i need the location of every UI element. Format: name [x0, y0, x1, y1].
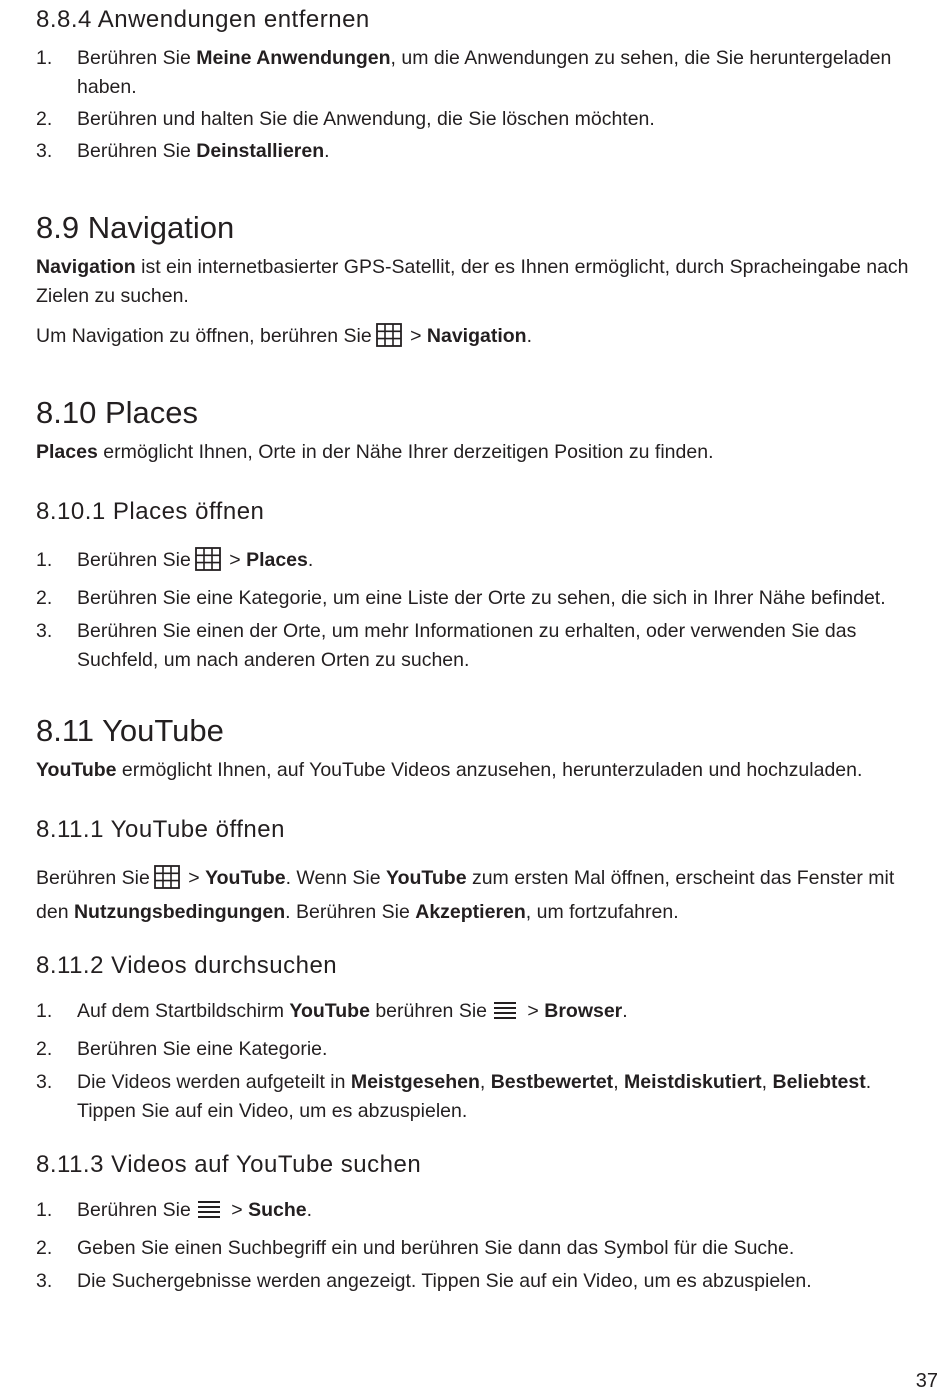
- list-item: [36, 617, 916, 675]
- bold-term: YouTube: [36, 759, 117, 781]
- section-heading-8-10: 8.10 Places: [36, 395, 198, 430]
- text: , um die Anwendungen zu sehen, die Sie heruntergeladen haben.: [77, 47, 892, 98]
- bold-term: Beliebtest: [772, 1071, 866, 1093]
- text: . Berühren Sie: [285, 901, 416, 923]
- section-heading-8-10-1: 8.10.1 Places öffnen: [36, 498, 265, 525]
- text: Berühren Sie: [77, 1199, 191, 1221]
- text: ermöglicht Ihnen, Orte in der Nähe Ihrer derzeitigen Position zu finden.: [97, 441, 714, 463]
- list-number: 2.: [36, 587, 53, 609]
- list-8-11-3: [36, 1196, 916, 1296]
- app-grid-icon: [195, 547, 221, 580]
- list-item: [36, 584, 916, 613]
- bold-term: Akzeptieren: [415, 901, 526, 923]
- list-item: [36, 1035, 916, 1064]
- text: .: [306, 1199, 313, 1221]
- list-number: 3.: [36, 1071, 53, 1093]
- text: ist ein internetbasierter GPS-Satellit, der es Ihnen ermöglicht, durch Spracheingabe nach Zielen zu suchen.: [36, 256, 909, 307]
- bold-term: YouTube: [386, 867, 467, 889]
- bold-term: Bestbewertet: [490, 1071, 614, 1093]
- text: .: [526, 325, 533, 347]
- page-number: 37: [915, 1370, 938, 1392]
- bold-term: Navigation: [426, 325, 527, 347]
- bold-term: Navigation: [36, 256, 136, 278]
- bold-term: Places: [246, 549, 308, 571]
- text: >: [223, 549, 247, 571]
- text: ,: [761, 1071, 773, 1093]
- list-item: [36, 1196, 916, 1230]
- text: Berühren Sie eine Kategorie.: [77, 1038, 328, 1060]
- text: ,: [479, 1071, 491, 1093]
- text: Die Suchergebnisse werden angezeigt. Tippen Sie auf ein Video, um es abzuspielen.: [77, 1270, 812, 1292]
- text: >: [182, 867, 206, 889]
- list-8-8-4: [36, 44, 916, 166]
- text: Berühren Sie: [77, 549, 191, 571]
- list-number: 1.: [36, 1199, 53, 1221]
- list-number: 1.: [36, 47, 53, 69]
- bold-term: Deinstallieren: [196, 140, 325, 162]
- list-8-10-1: [36, 546, 916, 675]
- text: Um Navigation zu öffnen, berühren Sie: [36, 325, 372, 347]
- paragraph: [36, 253, 916, 311]
- section-heading-8-11: 8.11 YouTube: [36, 713, 224, 748]
- list-number: 1.: [36, 549, 53, 571]
- text: Berühren Sie: [77, 140, 197, 162]
- text: Berühren Sie: [36, 867, 150, 889]
- section-heading-8-11-3: 8.11.3 Videos auf YouTube suchen: [36, 1151, 422, 1178]
- section-heading-8-11-2: 8.11.2 Videos durchsuchen: [36, 952, 338, 979]
- list-item: [36, 137, 916, 166]
- text: Geben Sie einen Suchbegriff ein und berühren Sie dann das Symbol für die Suche.: [77, 1237, 795, 1259]
- text: Berühren Sie eine Kategorie, um eine Liste der Orte zu sehen, die sich in Ihrer Nähe befindet.: [77, 587, 886, 609]
- bold-term: Places: [36, 441, 98, 463]
- paragraph: [36, 322, 916, 356]
- text: .: [622, 1000, 628, 1022]
- list-number: 3.: [36, 1270, 53, 1292]
- text: . Tippen Sie auf ein Video, um es abzuspielen.: [77, 1071, 872, 1122]
- bold-term: Browser: [544, 1000, 623, 1022]
- text: .: [307, 549, 314, 571]
- list-item: [36, 1068, 916, 1126]
- section-heading-8-8-4: 8.8.4 Anwendungen entfernen: [36, 6, 370, 33]
- paragraph: [36, 756, 936, 785]
- text: ermöglicht Ihnen, auf YouTube Videos anzusehen, herunterzuladen und hochzuladen.: [116, 759, 863, 781]
- list-item: [36, 1234, 916, 1263]
- bold-term: Meistdiskutiert: [624, 1071, 762, 1093]
- bold-term: Nutzungsbedingungen: [73, 901, 286, 923]
- menu-icon: [491, 1000, 519, 1031]
- text: ,: [613, 1071, 625, 1093]
- bold-term: Suche: [248, 1199, 307, 1221]
- paragraph: [36, 438, 916, 467]
- list-number: 3.: [36, 140, 53, 162]
- text: zum ersten Mal öffnen, erscheint das Fenster mit den: [36, 867, 895, 923]
- text: Berühren und halten Sie die Anwendung, die Sie löschen möchten.: [77, 108, 655, 130]
- text: >: [404, 325, 427, 347]
- app-grid-icon: [154, 865, 180, 898]
- bold-term: Meistgesehen: [350, 1071, 480, 1093]
- text: Die Videos werden aufgeteilt in: [77, 1071, 351, 1093]
- list-number: 3.: [36, 620, 53, 642]
- text: . Wenn Sie: [285, 867, 387, 889]
- text: Berühren Sie einen der Orte, um mehr Informationen zu erhalten, oder verwenden Sie das Suchfeld, um nach anderen Orten zu suchen.: [77, 620, 857, 671]
- bold-term: Meine Anwendungen: [196, 47, 391, 69]
- bold-term: YouTube: [205, 867, 286, 889]
- list-number: 2.: [36, 1038, 53, 1060]
- list-item: [36, 1267, 916, 1296]
- list-number: 1.: [36, 1000, 53, 1022]
- text: >: [225, 1199, 249, 1221]
- section-heading-8-9: 8.9 Navigation: [36, 210, 235, 245]
- text: Auf dem Startbildschirm: [77, 1000, 290, 1022]
- list-number: 2.: [36, 108, 53, 130]
- text: >: [522, 1000, 545, 1022]
- bold-term: YouTube: [289, 1000, 370, 1022]
- text: , um fortzufahren.: [525, 901, 679, 923]
- section-heading-8-11-1: 8.11.1 YouTube öffnen: [36, 816, 285, 843]
- app-grid-icon: [376, 323, 402, 356]
- text: .: [324, 140, 330, 162]
- list-item: [36, 546, 916, 580]
- list-number: 2.: [36, 1237, 53, 1259]
- list-8-11-2: [36, 997, 916, 1126]
- paragraph: [36, 864, 916, 927]
- list-item: [36, 105, 916, 134]
- menu-icon: [195, 1199, 223, 1230]
- list-item: [36, 997, 916, 1031]
- text: Berühren Sie: [77, 47, 197, 69]
- list-item: [36, 44, 916, 102]
- text: berühren Sie: [369, 1000, 487, 1022]
